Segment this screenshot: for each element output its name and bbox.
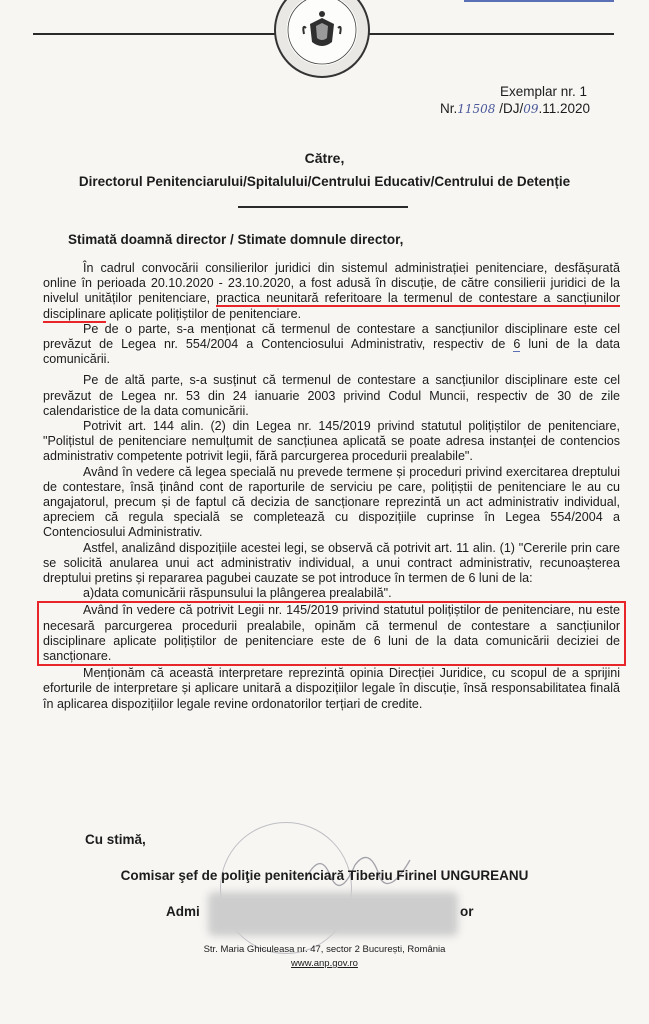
paragraph-7: a)data comunicării răspunsului la plângerea prealabilă". [83, 586, 392, 601]
footer-address: Str. Maria Ghiculeasa nr. 47, sector 2 București, România [203, 944, 446, 955]
closing: Cu stimă, [85, 832, 146, 847]
nr-prefix: Nr. [440, 101, 458, 116]
coat-of-arms-seal-icon [274, 0, 370, 78]
paragraph-3: Pe de altă parte, s-a susținut că termenul de contestare a sancțiunilor disciplinare este cel prevăzut de Legea nr. 53 din 24 ianuarie 2003 privind Codul Muncii, respectiv de 30 de zile calendaristice de la data comunicării. [43, 373, 620, 418]
handwritten-number: 11508 [457, 102, 496, 116]
header-rule-left [33, 33, 277, 35]
header-rule-right [368, 33, 614, 35]
paragraph-6: Astfel, analizând dispozițiile acestei legi, se observă că potrivit art. 11 alin. (1) "Cererile prin care se solicită anularea unui act administrativ individual, a unui contract administrativ, recunoașterea dreptului pretins și repararea pagubei cauzate se pot introduce în termen de 6 luni de la: [43, 540, 620, 586]
copy-number: Exemplar nr. 1 [500, 84, 588, 99]
date-suffix: .11.2020 [538, 101, 591, 116]
recipient: Directorul Penitenciarului/Spitalului/Centrului Educativ/Centrului de Detenție [78, 174, 571, 189]
paragraph-2: Pe de o parte, s-a menționat că termenul de contestare a sancțiunilor disciplinare este cel prevăzut de Legea nr. 554/2004 a Contenciosului Administrativ, respectiv de 6 luni de la data comunicării. [43, 321, 620, 367]
handwritten-day: 09 [523, 102, 539, 116]
paragraph-5: Având în vedere că legea specială nu prevede termene și proceduri privind exercitarea dreptului de contestare, însă ținând cont de raporturile de serviciu pe care, polițiștii de penitenciare le au cu angajatorul, precum și de faptul că decizia de sancționare reprezintă un act administrativ individual, apreciem că regula specială se completează cu dispozițiile cuprinse în Legea 554/2004 a Contenciosului Administrativ. [43, 464, 620, 540]
paragraph-4: Potrivit art. 144 alin. (2) din Legea nr. 145/2019 privind statutul polițiștilor de penitenciare, "Polițistul de penitenciare nemulțumit de sancțiunea aplicată se poate adresa instanței de contencios administrativ competente potrivit legii, fără parcurgerea procedurii prealabile". [43, 419, 620, 464]
highlighted-phrase: practica neunitară referitoare la termenul de contestare a sancțiunilor disciplinare [43, 291, 620, 321]
registration-number [440, 101, 590, 116]
recipient-rule [238, 206, 408, 208]
highlighted-conclusion-box [37, 601, 626, 666]
letter-body [43, 261, 620, 712]
paragraph-9: Menționăm că această interpretare reprezintă opinia Direcției Juridice, cu scopul de a sprijini eforturile de interpretare și aplicare unitară a dispozițiilor legale în discuție, însă responsabilitatea finală în aplicarea dispozițiilor legale revine ordonatorilor terțiari de credite. [43, 666, 620, 711]
website-link[interactable]: www.anp.gov.ro [291, 958, 358, 969]
signatory-name: Comisar şef de poliţie penitenciară Tiberiu Firinel UNGUREANU [120, 868, 529, 883]
paragraph-8: Având în vedere că potrivit Legii nr. 145/2019 privind statutul polițiștilor de penitenciare, nu este necesară parcurgerea procedurii prealabile, opinăm că termenul de contestare a sancțiunilor disciplinare aplicate polițiștilor de penitenciare este de 6 luni de la data comunicării deciziei de sancționare. [43, 603, 620, 664]
underlined-number: 6 [513, 337, 521, 352]
to-label: Către, [304, 150, 345, 166]
nr-department: /DJ/ [499, 101, 524, 116]
salutation: Stimată doamnă director / Stimate domnule director, [68, 232, 404, 247]
signatory-title-end: or [460, 904, 474, 919]
signatory-title-start: Admi [166, 904, 200, 919]
top-edge-line [464, 0, 614, 2]
redacted-area [208, 892, 458, 936]
footer-website [0, 958, 649, 969]
paragraph-1: În cadrul convocării consilierilor juridici din sistemul administrației penitenciare, desfășurată online în perioada 20.10.2020 - 23.10.2020, a fost adusă în discuție, de către consilierii juridici de la nivelul unităților penitenciare, practica neunitară referitoare la termenul de contestare a sancțiunilor disciplinare aplicate polițiștilor de penitenciare. [43, 261, 620, 321]
